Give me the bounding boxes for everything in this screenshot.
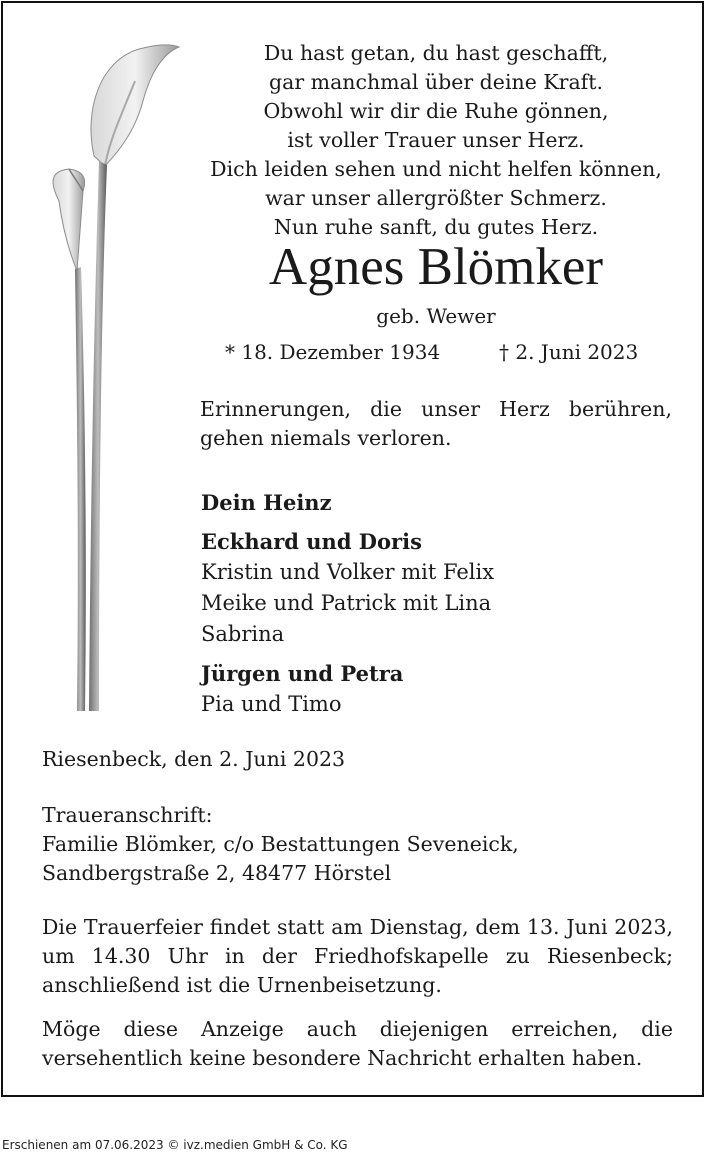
family-member: Meike und Patrick mit Lina [201, 591, 492, 615]
maiden-name: geb. Wewer [376, 304, 496, 328]
poem [199, 39, 673, 242]
family-head: Eckhard und Doris [201, 529, 422, 554]
death-date: † 2. Juni 2023 [499, 340, 639, 364]
poem-line: war unser allergrößter Schmerz. [265, 186, 607, 210]
poem-line: Nun ruhe sanft, du gutes Herz. [273, 215, 599, 239]
family-member: Kristin und Volker mit Felix [201, 560, 495, 584]
birth-date: * 18. Dezember 1934 [225, 340, 441, 364]
address-line: Sandbergstraße 2, 48477 Hörstel [42, 861, 392, 885]
ceremony-info: Die Trauerfeier findet statt am Dienstag, dem 13. Juni 2023, um 14.30 Uhr in der Friedhofskapelle zu Riesenbeck; anschließend ist die Urnenbeisetzung. [42, 915, 673, 997]
family-member: Sabrina [201, 622, 285, 646]
poem-line: gar manchmal über deine Kraft. [268, 70, 604, 94]
family-head: Jürgen und Petra [201, 661, 404, 686]
mourning-address [42, 801, 673, 888]
family-member: Pia und Timo [201, 692, 342, 716]
deceased-name: Agnes Blömker [268, 238, 604, 296]
memories-quote: Erinnerungen, die unser Herz berühren, gehen niemals verloren. [200, 397, 672, 450]
poem-line: ist voller Trauer unser Herz. [287, 128, 585, 152]
poem-line: Dich leiden sehen und nicht helfen können, [210, 157, 662, 181]
publication-credit: Erschienen am 07.06.2023 © ivz.medien GmbH & Co. KG [2, 1138, 348, 1152]
spouse: Dein Heinz [201, 490, 332, 515]
family-list [201, 487, 671, 720]
poem-line: Obwohl wir dir die Ruhe gönnen, [263, 99, 609, 123]
address-label: Traueranschrift: [42, 803, 213, 827]
address-line: Familie Blömker, c/o Bestattungen Seveneick, [42, 832, 519, 856]
place-date: Riesenbeck, den 2. Juni 2023 [42, 747, 346, 771]
poem-line: Du hast getan, du hast geschafft, [263, 41, 609, 65]
closing-note: Möge diese Anzeige auch diejenigen erreichen, die versehentlich keine besondere Nachricht erhalten haben. [42, 1017, 673, 1070]
calla-lily-image [39, 41, 189, 711]
notice-frame [1, 1, 704, 1097]
